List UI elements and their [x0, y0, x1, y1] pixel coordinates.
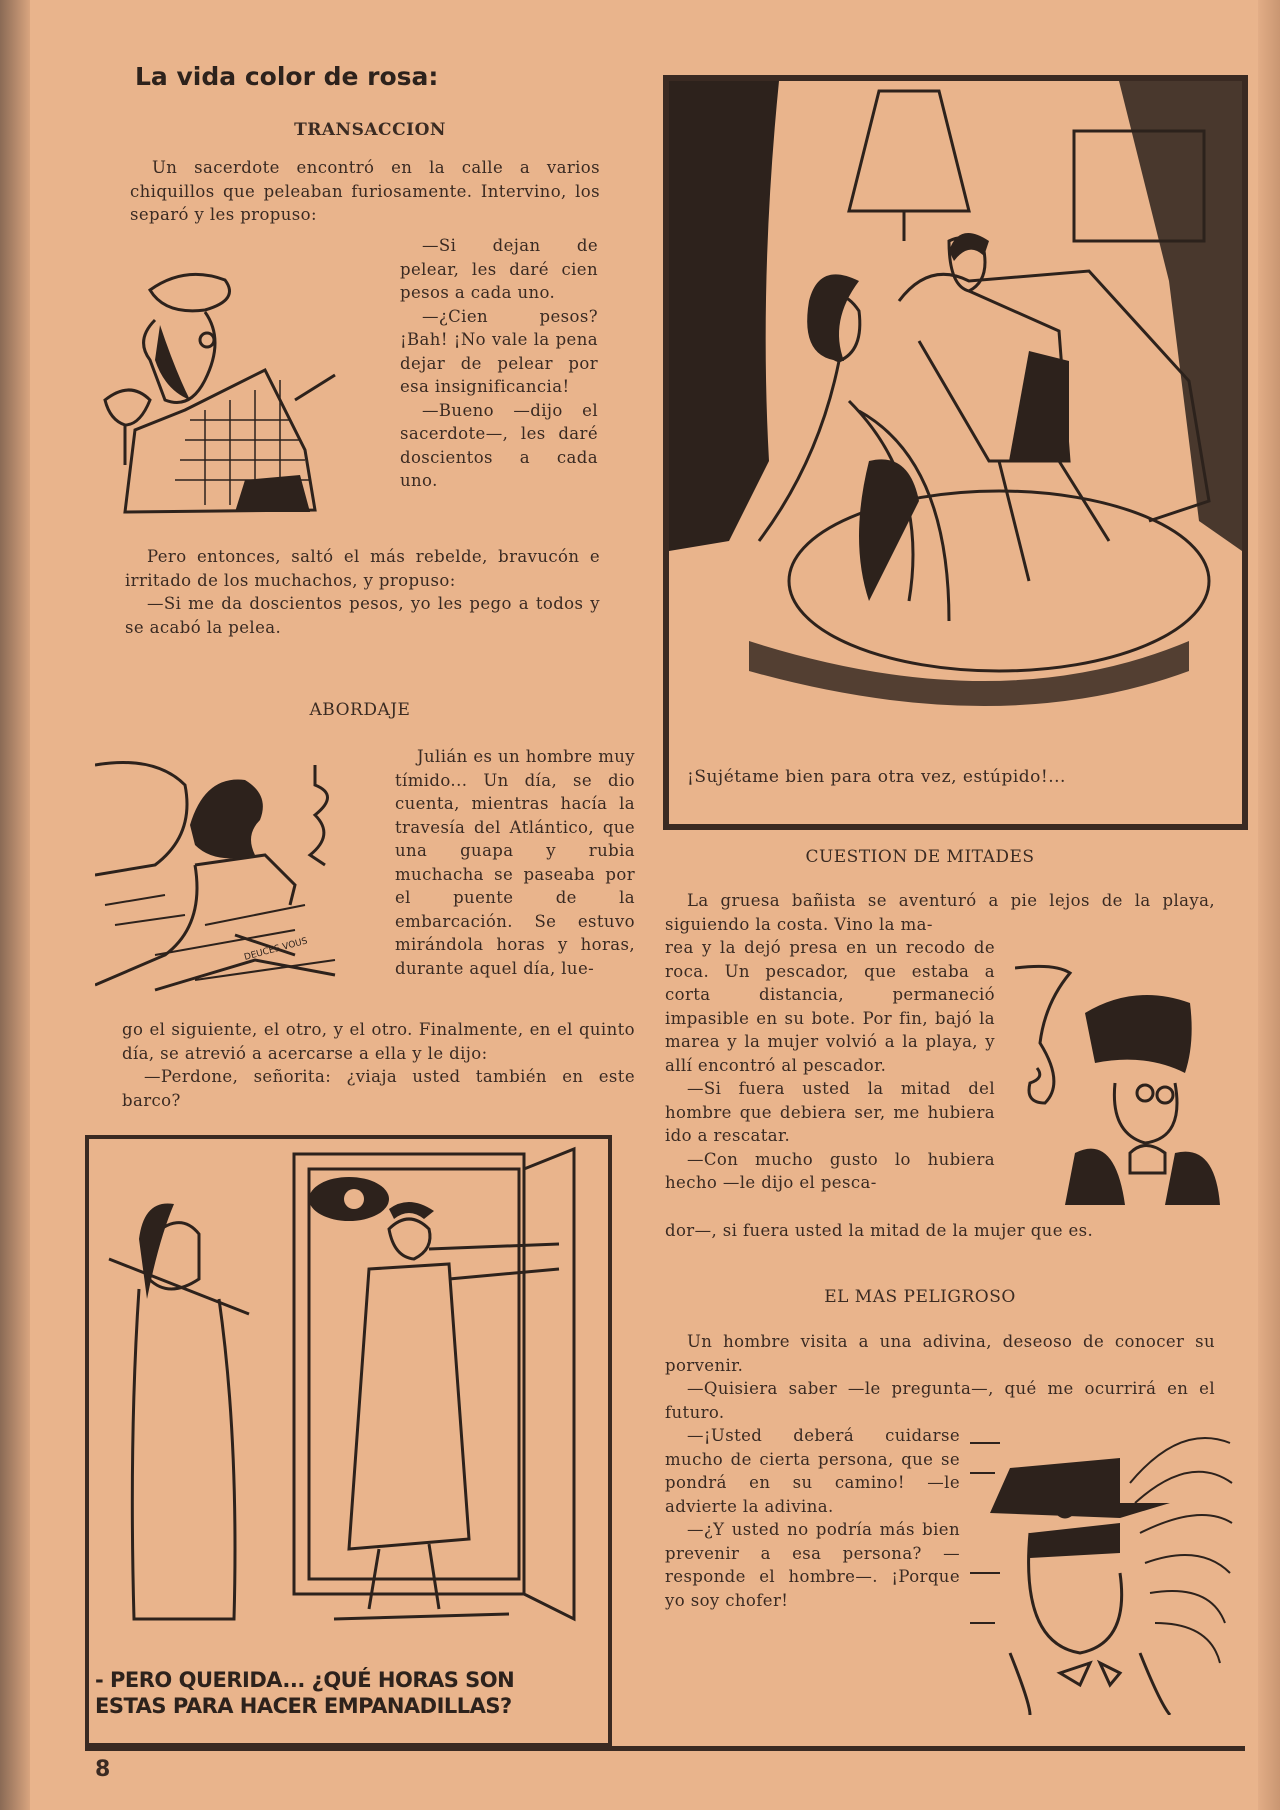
heading-abordaje: ABORDAJE: [309, 700, 411, 720]
paragraph: Julián es un hombre muy tímido... Un día, se dio cuenta, mientras hacía la travesía del Atlántico, que una guapa y rubia muchacha se paseaba por el puente de la embarcación. Se estuvo mirándola horas y horas, durante aquel día, lue-: [395, 747, 635, 978]
heading-mitades: CUESTION DE MITADES: [805, 847, 1035, 867]
paragraph: dor—, si fuera usted la mitad de la mujer que es.: [665, 1221, 1094, 1240]
paragraph: —Quisiera saber —le pregunta—, qué me ocurrirá en el futuro.: [665, 1379, 1215, 1422]
paragraph: —¿Y usted no podría más bien prevenir a esa persona? —responde el hombre—. ¡Porque yo soy chofer!: [665, 1520, 960, 1610]
page-edge-shadow: [0, 0, 30, 1810]
cartoon-caption-line-2: ESTAS PARA HACER EMPANADILLAS?: [95, 1694, 512, 1718]
heading-transaccion: TRANSACCION: [294, 120, 446, 140]
paragraph: —Con mucho gusto lo hubiera hecho —le dijo el pesca-: [665, 1149, 995, 1192]
peligroso-body: [665, 1424, 960, 1612]
abordaje-full: [122, 1018, 635, 1112]
illustration-fisherman: [1015, 963, 1225, 1205]
abordaje-narrow: [395, 745, 635, 980]
paragraph: Pero entonces, saltó el más rebelde, bravucón e irritado de los muchachos, y propuso:: [125, 547, 600, 590]
cartoon-empanadillas: [85, 1135, 612, 1747]
bottom-rule: [85, 1746, 1245, 1751]
paragraph: —Si dejan de pelear, les daré cien pesos a cada uno.: [400, 236, 598, 302]
paragraph: Un hombre visita a una adivina, deseoso de conocer su porvenir.: [665, 1332, 1215, 1375]
illustration-woman-writing: [95, 755, 350, 1000]
paragraph: —¡Usted deberá cuidarse mucho de cierta persona, que se pondrá en su camino! —le advierte la adivina.: [665, 1426, 960, 1516]
paragraph: —¿Cien pesos? ¡Bah! ¡No vale la pena dejar de pelear por esa insignificancia!: [400, 306, 598, 396]
paragraph: go el siguiente, el otro, y el otro. Finalmente, en el quinto día, se atrevió a acercarse a ella y le dijo:: [122, 1020, 635, 1063]
transaccion-ending: [125, 545, 600, 639]
cartoon-caption-line-1: - PERO QUERIDA... ¿QUÉ HORAS SON: [95, 1668, 515, 1692]
paragraph: —Si me da doscientos pesos, yo les pego a todos y se acabó la pelea.: [125, 594, 600, 637]
sign-text: DEUCES VOUS: [243, 936, 309, 963]
mitades-end: [665, 1219, 1175, 1243]
cartoon-caption: ¡Sujétame bien para otra vez, estúpido!...: [687, 767, 1066, 787]
mitades-intro: [665, 889, 1215, 936]
paragraph: La gruesa bañista se aventuró a pie lejos de la playa, siguiendo la costa. Vino la ma-: [665, 891, 1215, 934]
mitades-body: [665, 936, 995, 1195]
transaccion-dialogue: [400, 234, 598, 493]
cartoon-drawing: [89, 1139, 608, 1659]
illustration-bearded-man: [95, 250, 345, 515]
page-number: 8: [95, 1757, 111, 1782]
illustration-masked-driver: [970, 1423, 1240, 1715]
page-title: La vida color de rosa:: [135, 62, 439, 91]
paragraph: —Si fuera usted la mitad del hombre que debiera ser, me hubiera ido a rescatar.: [665, 1079, 995, 1145]
transaccion-intro: [130, 156, 600, 227]
page-edge-right: [1258, 0, 1280, 1810]
paragraph: rea y la dejó presa en un recodo de roca. Un pescador, que estaba a corta distancia, permaneció impasible en su bote. Por fin, bajó la marea y la mujer volvió a la playa, y allí encontró al pescador.: [665, 938, 995, 1075]
cartoon-drawing: [669, 81, 1242, 731]
cartoon-sujetame: [663, 75, 1248, 830]
paragraph: —Bueno —dijo el sacerdote—, les daré doscientos a cada uno.: [400, 400, 598, 490]
paragraph: —Perdone, señorita: ¿viaja usted también en este barco?: [122, 1067, 635, 1110]
heading-peligroso: EL MAS PELIGROSO: [824, 1287, 1016, 1307]
paragraph: Un sacerdote encontró en la calle a varios chiquillos que peleaban furiosamente. Intervino, los separó y les propuso:: [130, 158, 600, 224]
peligroso-intro: [665, 1330, 1215, 1424]
